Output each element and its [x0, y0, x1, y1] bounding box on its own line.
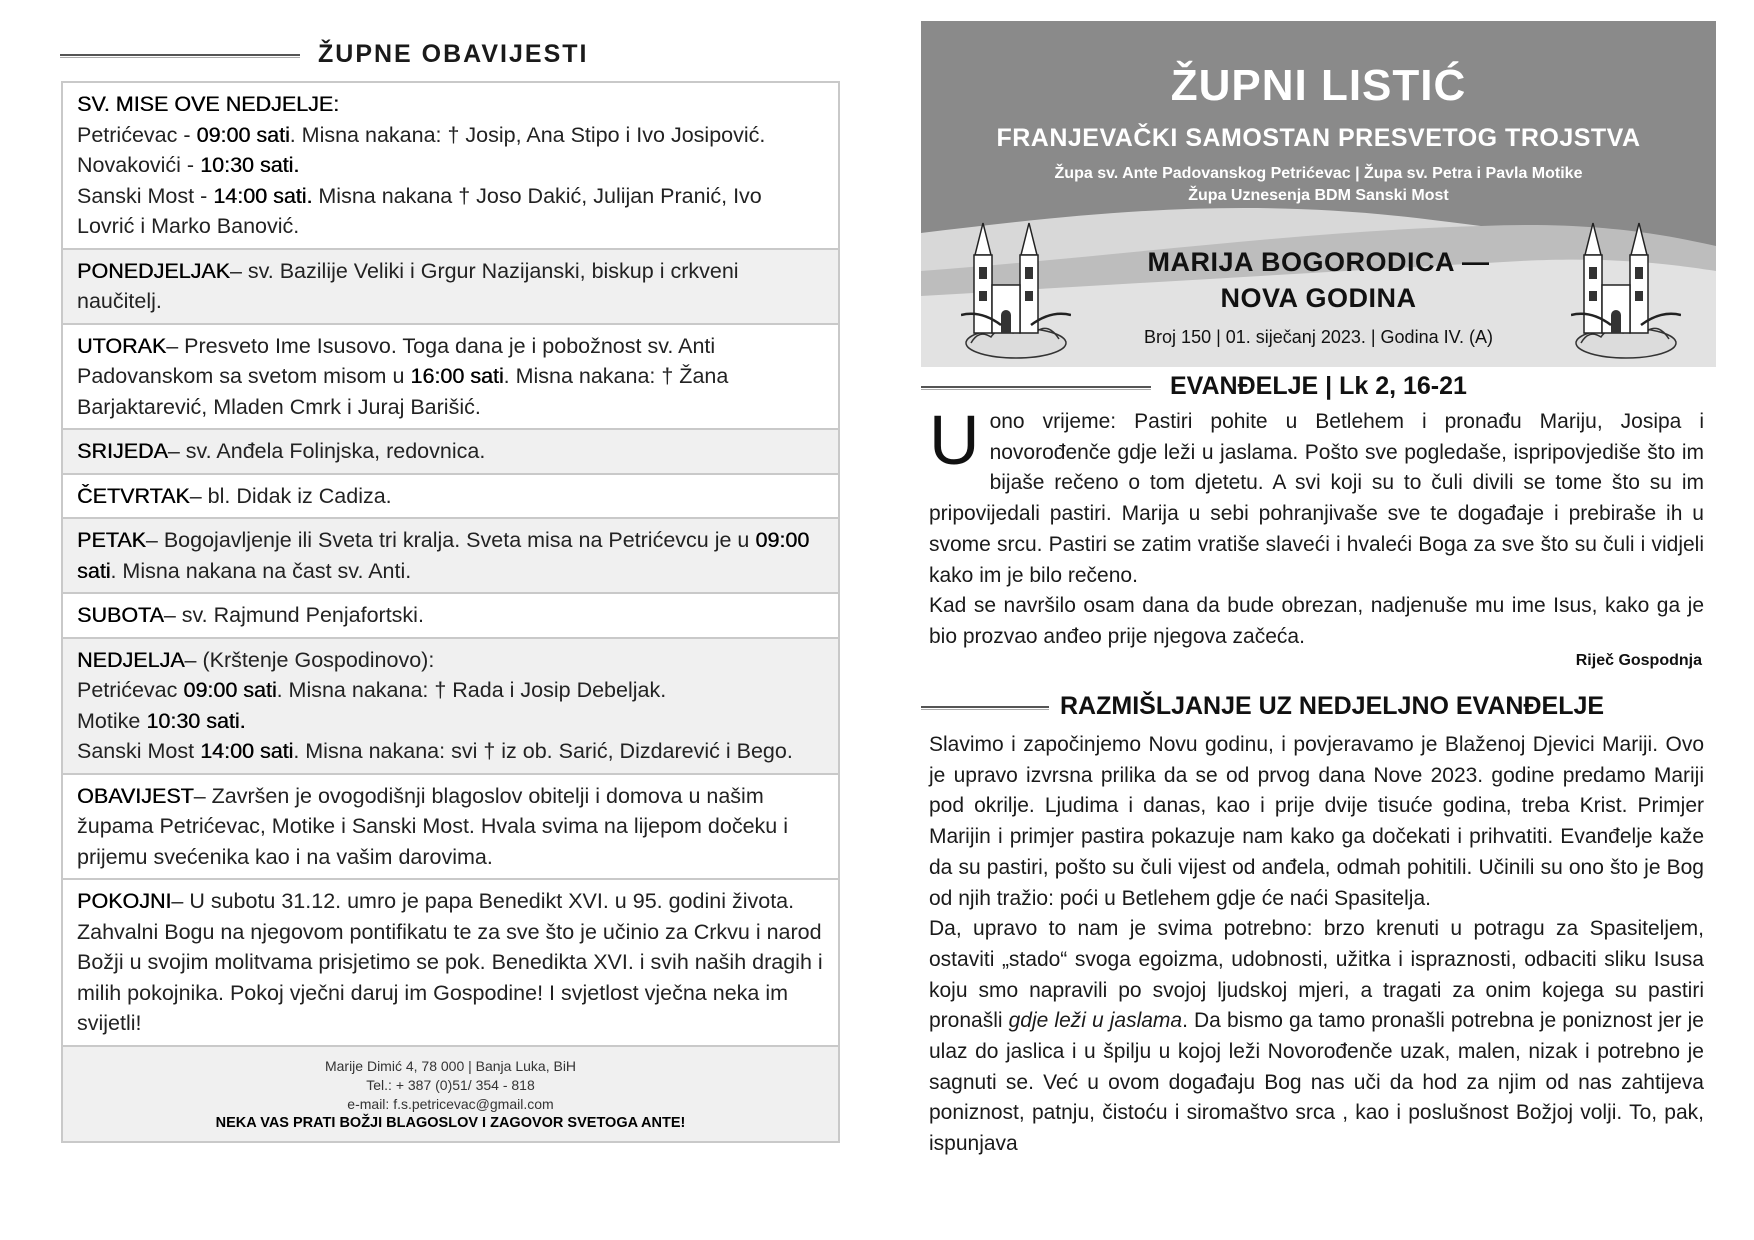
gospel-rule — [921, 386, 1151, 388]
footer-address: Marije Dimić 4, 78 000 | Banja Luka, BiH — [324, 1057, 577, 1074]
notice-emphasis: NEDJELJA — [77, 647, 185, 672]
notice-text: Sanski Most — [77, 739, 201, 763]
notice-emphasis: UTORAK — [77, 333, 167, 358]
notice-text: Motike — [77, 708, 147, 733]
notice-emphasis: SRIJEDA — [77, 439, 168, 463]
notice-text: – U subotu 31.12. umro je papa Benedikt XVI. u 95. godini života. Zahvalni Bogu na njegovom pontifikatu te za sve što je učinio za Crkvu i narod Božji u svojim molitvama prisjetimo se pok. Benedikta XVI. i svih naših dragih i milih pokojnika. Pokoj vječni daruj im Gospodine! I svjetlost vječna neka im svijetli! — [77, 889, 823, 1035]
reflection-paragraph-2 — [929, 914, 1704, 1160]
notice-text: Misna nakana † Joso Dakić, Julijan Pranić, Ivo Lovrić i Marko Banović. — [77, 183, 762, 238]
notice-emphasis: 14:00 sati. — [213, 183, 313, 208]
notice-text: . Misna nakana: svi † iz ob. Sarić, Dizdarević i Bego. — [293, 739, 793, 763]
reflection-p2-italic: gdje leži u jaslama — [1008, 1009, 1183, 1033]
monastery-name: FRANJEVAČKI SAMOSTAN PRESVETOG TROJSTVA — [996, 124, 1641, 152]
gospel-title: EVANĐELJE | Lk 2, 16-21 — [1170, 372, 1467, 400]
contact-footer — [61, 1047, 840, 1143]
gospel-p1-text: ono vrijeme: Pastiri pohite u Betlehem i pronađu Mariju, Josipa i novorođenče gdje leži u jaslama. Pošto sve pogledaše, ispripovjediše što im bijaše rečeno o tom djetetu. A svi koji su to čuli divili se tome što su im pripovijedali pastiri. Marija u sebi pohranjivaše sve te događaje i prebiraše ih u svome srcu. Pastiri se zatim vratiše slaveći i hvaleći Boga za sve što su čuli i vidjeli kako im je bilo rečeno. — [929, 410, 1704, 587]
reflection-rule-shadow — [921, 709, 1049, 710]
notice-emphasis: OBAVIJEST — [77, 783, 194, 808]
notice-emphasis: 09:00 sati — [196, 122, 290, 147]
notice-text: – sv. Anđela Folinjska, redovnica. — [167, 439, 486, 463]
notice-emphasis: 14:00 sati — [200, 739, 294, 763]
notice-emphasis: 10:30 sati. — [146, 708, 246, 733]
notice-row — [61, 594, 840, 639]
reflection-text — [929, 730, 1704, 1160]
notice-emphasis: SUBOTA — [77, 603, 164, 627]
heading-rule-shadow — [60, 57, 300, 58]
notice-text: Sanski Most - — [77, 183, 214, 208]
notice-text: . Misna nakana: † Rada i Josip Debeljak. — [276, 678, 667, 702]
notice-row — [61, 430, 840, 475]
notices-list — [61, 81, 840, 1187]
notice-emphasis: POKOJNI — [77, 889, 172, 913]
gospel-text — [929, 401, 1704, 653]
notice-emphasis: 16:00 sati — [410, 364, 504, 388]
notice-text: – Presveto Ime Isusovo. Toga dana je i pobožnost sv. Anti Padovanskom sa svetom misom u — [77, 333, 716, 388]
notice-row — [61, 250, 840, 325]
parishes-line-1: Župa sv. Ante Padovanskog Petrićevac | Župa sv. Petra i Pavla Motike — [1054, 165, 1583, 182]
reflection-paragraph-1: Slavimo i započinjemo Novu godinu, i povjeravamo je Blaženoj Djevici Mariji. Ovo je upravo izvrsna prilika da se od prvog dana Nove 2023. godine predamo Mariji pod okrilje. Ljudima i danas, kao i prije dvije tisuće godina, treba Krist. Primjer Marijin i primjer pastira pokazuje nam kako ga dočekati i prihvatiti. Evanđelje kaže da su pastiri, pošto su čuli vijest od anđela, odmah pohitili. Učinili su ono što je Bog od njih tražio: poći u Betlehem gdje će naći Spasitelja. — [929, 733, 1704, 910]
notice-text: – sv. Bazilije Veliki i Grgur Nazijanski, biskup i crkveni naučitelj. — [77, 258, 739, 313]
notice-emphasis: 09:00 sati — [183, 678, 277, 702]
notice-emphasis: 10:30 sati. — [200, 153, 300, 177]
notice-text: – (Krštenje Gospodinovo): — [184, 647, 435, 672]
notice-emphasis: PETAK — [77, 528, 146, 552]
feast-title-line-1: MARIJA BOGORODICA — — [1147, 247, 1490, 277]
notice-text: Petrićevac - — [77, 122, 197, 147]
parishes-line-2: Župa Uznesenja BDM Sanski Most — [1188, 187, 1449, 204]
notice-row — [61, 775, 840, 881]
reflection-p2-b: . Da bismo ga tamo pronašli potrebna je poniznost jer je ulaz do jaslica i u špilju u kojoj leži Novorođenče uzak, malen, nizak i potrebno je sagnuti se. Već u ovom događaju Bog nas uči da hod za njim od nas zahtijeva poniznost, patnju, čistoću i siromaštvo srca , kao i poslušnost Božjoj volji. To, pak, ispunjava — [929, 1009, 1704, 1156]
reflection-title: RAZMIŠLJANJE UZ NEDJELJNO EVANĐELJE — [1060, 692, 1605, 720]
gospel-paragraph-2: Kad se navršilo osam dana da bude obrezan, nadjenuše mu ime Isus, kako ga je bio prozvao anđeo prije njegova začeća. — [929, 594, 1704, 648]
notice-row — [61, 325, 840, 431]
gospel-paragraph-1 — [929, 401, 1704, 591]
reflection-rule — [921, 706, 1049, 708]
notice-row — [61, 475, 840, 520]
notice-text: . Misna nakana na čast sv. Anti. — [110, 558, 412, 583]
heading-rule — [60, 54, 300, 56]
notices-title: ŽUPNE OBAVIJESTI — [318, 40, 589, 68]
notice-text: . Misna nakana: † Josip, Ana Stipo i Ivo Josipović. — [289, 122, 766, 147]
bulletin-header — [921, 21, 1716, 367]
notice-text: Petrićevac — [77, 678, 184, 702]
notice-emphasis: 09:00 sati — [77, 528, 810, 583]
left-section-heading — [60, 40, 840, 80]
notice-rows — [61, 81, 840, 1047]
gospel-sign: Riječ Gospodnja — [1575, 652, 1702, 669]
notice-emphasis: PONEDJELJAK — [77, 258, 230, 283]
notice-text: – bl. Didak iz Cadiza. — [189, 483, 392, 508]
bulletin-title: ŽUPNI LISTIĆ — [1170, 61, 1467, 110]
notice-row — [61, 639, 840, 775]
notice-text: – Završen je ovogodišnji blagoslov obitelji i domova u našim župama Petrićevac, Motike i Sanski Most. Hvala svima na lijepom dočeku i prijemu svećenika kao i na vašim darovima. — [77, 783, 788, 869]
notice-row — [61, 880, 840, 1047]
feast-title-line-2: NOVA GODINA — [1220, 283, 1417, 313]
footer-phone: Tel.: + 387 (0)51/ 354 - 818 — [366, 1076, 535, 1093]
issue-info: Broj 150 | 01. siječanj 2023. | Godina IV. (A) — [1144, 327, 1493, 347]
footer-blessing: NEKA VAS PRATI BOŽJI BLAGOSLOV I ZAGOVOR SVETOGA ANTE! — [215, 1114, 686, 1131]
notice-text: Novakovići - — [77, 153, 201, 177]
reflection-p2-a: Da, upravo to nam je svima potrebno: brzo krenuti u potragu za Spasiteljem, ostaviti „stado“ svoga egoizma, udobnosti, užitka i ispraznosti, odbaciti sliku Isusa koju smo napravili po svojoj ljudskoj mjeri, a tragati za onim kojega su pastiri pronašli — [929, 917, 1704, 1033]
gospel-rule-shadow — [921, 389, 1151, 390]
notice-emphasis: ČETVRTAK — [77, 483, 190, 508]
notice-text: – sv. Rajmund Penjafortski. — [163, 603, 424, 627]
notice-emphasis: SV. MISE OVE NEDJELJE: — [77, 92, 340, 116]
dropcap: U — [929, 401, 980, 479]
footer-email: e-mail: f.s.petricevac@gmail.com — [347, 1095, 554, 1112]
notice-text: . Misna nakana: † Žana Barjaktarević, Mladen Cmrk i Juraj Barišić. — [77, 364, 729, 419]
notice-row — [61, 81, 840, 250]
notice-row — [61, 519, 840, 594]
notice-text: – Bogojavljenje ili Sveta tri kralja. Sveta misa na Petrićevcu je u — [145, 528, 756, 552]
